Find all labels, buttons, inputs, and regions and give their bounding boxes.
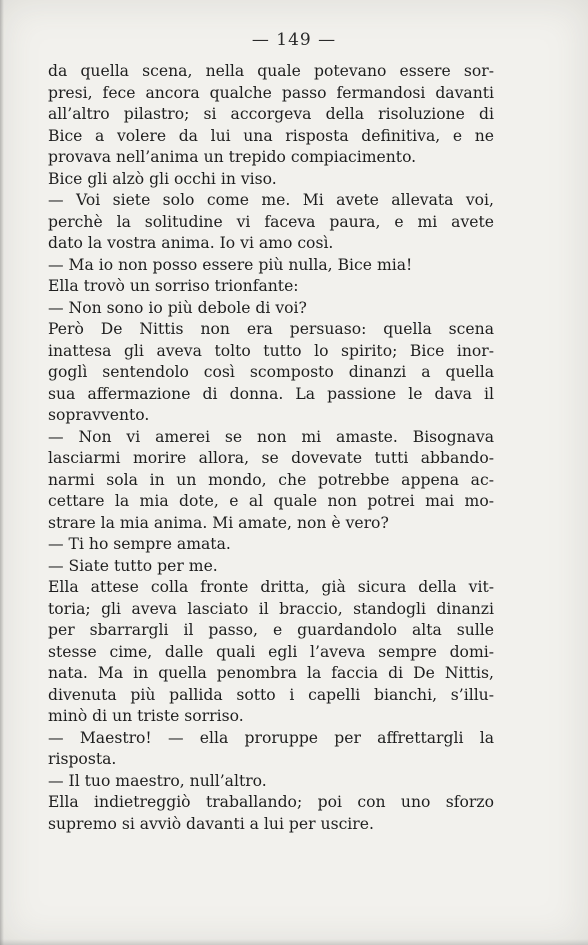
text-line: Ella indietreggiò traballando; poi con uno sforzo — [48, 793, 494, 811]
text-line: — Non sono io più debole di voi? — [48, 298, 307, 317]
text-line: — Maestro! — ella proruppe per affrettargli la — [48, 728, 494, 747]
text-line: stesse cime, dalle quali egli l’aveva sempre domi- — [48, 642, 494, 661]
text-line: cettare la mia dote, e al quale non potrei mai mo- — [48, 492, 494, 510]
text-line: — Il tuo maestro, null’altro. — [48, 771, 267, 790]
body-text — [48, 61, 494, 835]
page-bottom-shadow — [0, 939, 588, 945]
text-line: Ella trovò un sorriso trionfante: — [48, 277, 299, 295]
text-line: Però De Nittis non era persuaso: quella scena — [48, 320, 494, 338]
text-line: strare la mia anima. Mi amate, non è vero? — [48, 513, 389, 532]
text-line: Bice gli alzò gli occhi in viso. — [48, 169, 277, 188]
text-line: lasciarmi morire allora, se dovevate tutti abbando- — [48, 449, 494, 467]
text-line: sopravvento. — [48, 406, 150, 424]
text-line: — Non vi amerei se non mi amaste. Bisognava — [48, 427, 494, 446]
text-line: — Voi siete solo come me. Mi avete allevata voi, — [48, 191, 494, 209]
text-line: divenuta più pallida sotto i capelli bianchi, s’illu- — [48, 685, 494, 704]
page-edge-shadow — [0, 0, 4, 945]
text-line: risposta. — [48, 750, 117, 768]
text-line: narmi sola in un mondo, che potrebbe appena ac- — [48, 470, 494, 489]
text-line: da quella scena, nella quale potevano essere sor- — [48, 62, 494, 80]
text-line: — Ti ho sempre amata. — [48, 535, 231, 553]
text-line: perchè la solitudine vi faceva paura, e mi avete — [48, 212, 494, 231]
text-line: — Siate tutto per me. — [48, 556, 218, 575]
text-line: provava nell’anima un trepido compiacimento. — [48, 148, 417, 166]
page-number: — 149 — — [251, 30, 337, 50]
text-line: nata. Ma in quella penombra la faccia di De Nittis, — [48, 664, 494, 682]
text-line: dato la vostra anima. Io vi amo così. — [48, 234, 334, 252]
text-line: toria; gli aveva lasciato il braccio, standogli dinanzi — [48, 599, 494, 618]
text-line: per sbarrargli il passo, e guardandolo alta sulle — [48, 621, 494, 639]
text-line: Ella attese colla fronte dritta, già sicura della vit- — [48, 578, 494, 596]
text-line: — Ma io non posso essere più nulla, Bice mia! — [48, 255, 413, 274]
text-line: sua affermazione di donna. La passione le dava il — [48, 384, 494, 403]
text-line: supremo si avviò davanti a lui per uscire. — [48, 814, 374, 833]
text-line: all’altro pilastro; si accorgeva della risoluzione di — [48, 105, 494, 123]
text-line: presi, fece ancora qualche passo fermandosi davanti — [48, 83, 494, 102]
text-line: minò di un triste sorriso. — [48, 707, 244, 725]
text-line: Bice a volere da lui una risposta definitiva, e ne — [48, 126, 494, 145]
text-line: inattesa gli aveva tolto tutto lo spirito; Bice inor- — [48, 341, 494, 360]
text-line: goglì sentendolo così scomposto dinanzi a quella — [48, 363, 494, 381]
